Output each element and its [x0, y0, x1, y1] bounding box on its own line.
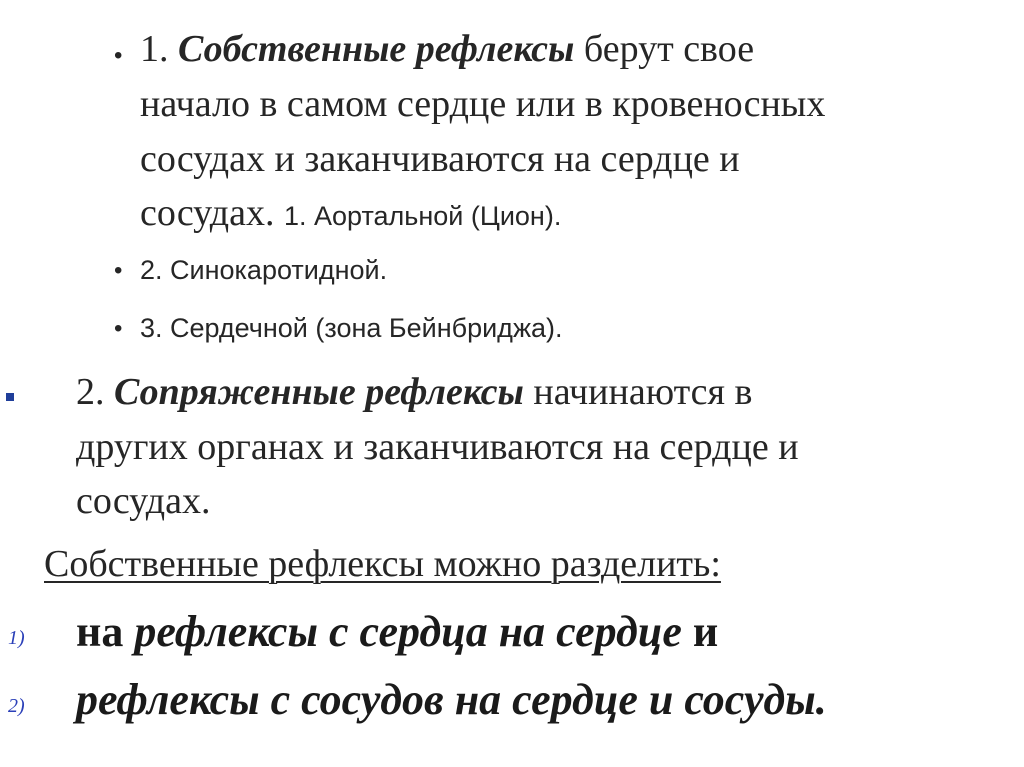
- bullet-1-number: 1.: [140, 28, 169, 70]
- bullet-1-line-3: сосудах и заканчиваются на сердце и: [140, 138, 740, 180]
- bullet-1-line-1: [140, 30, 754, 68]
- bullet-1-line-4-small: 1. Аортальной (Цион).: [283, 201, 562, 231]
- bullet-2-line-1: [76, 373, 752, 411]
- bullet-1-line-4: [140, 194, 561, 232]
- bullet-1-line-4-text: сосудах.: [140, 192, 275, 234]
- bullet-dot: •: [114, 315, 123, 342]
- list-item-1-part-3: и: [692, 607, 719, 656]
- bullet-1-rest: берут свое: [583, 28, 755, 70]
- bullet-1-term: Собственные рефлексы: [178, 28, 575, 70]
- section-heading: Собственные рефлексы можно разделить:: [44, 543, 721, 585]
- list-item-2-text: рефлексы с сосудов на сердце и сосуды.: [76, 675, 827, 724]
- bullet-dot: •: [114, 257, 123, 284]
- list-marker-2: 2): [8, 695, 25, 717]
- list-item-1: [76, 607, 719, 656]
- bullet-1-line-2: начало в самом сердце или в кровеносных: [140, 83, 826, 125]
- bullet-dot: •: [114, 42, 123, 69]
- bullet-2-line-2: других органах и заканчиваются на сердце и: [76, 426, 799, 468]
- sub-bullet-2: 3. Сердечной (зона Бейнбриджа).: [140, 313, 563, 343]
- bullet-2-rest: начинаются в: [533, 371, 753, 413]
- bullet-2-term: Сопряженные рефлексы: [114, 371, 524, 413]
- bullet-square-icon: [6, 393, 14, 401]
- list-item-1-part-2: рефлексы с сердца на сердце: [134, 607, 682, 656]
- bullet-2-number: 2.: [76, 371, 105, 413]
- sub-bullet-1: 2. Синокаротидной.: [140, 255, 388, 285]
- list-item-2: [76, 675, 827, 724]
- list-marker-1: 1): [8, 627, 25, 649]
- bullet-2-line-3: сосудах.: [76, 480, 211, 522]
- list-item-1-part-1: на: [76, 607, 124, 656]
